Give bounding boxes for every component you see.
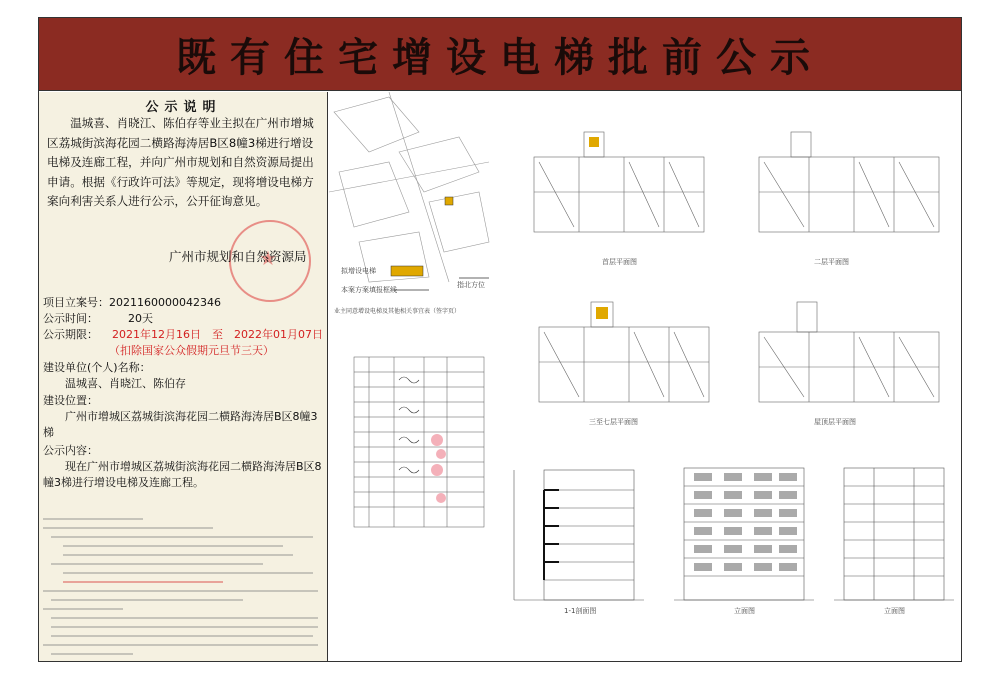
- plan-second-floor-label: 二层平面图: [814, 258, 849, 266]
- page-title: 既有住宅增设电梯批前公示: [176, 33, 824, 81]
- period-value: 2021年12月16日 至 2022年01月07日: [112, 328, 323, 341]
- plan-roof-label: 屋顶层平面图: [814, 418, 856, 426]
- duration-row: 公示时间： 20天: [43, 312, 153, 325]
- notice-body: 温城喜、肖晓江、陈伯存等业主拟在广州市增城区荔城街滨海花园二横路海涛居B区8幢3梯进行增设电梯及连廊工程，并向广州市规划和自然资源局提出申请。根据《行政许可法》等规定，现将增设电梯方案向利害关系人进行公示，公开征询意见。: [47, 116, 314, 208]
- content-label: 公示内容：: [43, 444, 98, 457]
- period-row: 公示期限： 2021年12月16日 至 2022年01月07日: [43, 328, 323, 341]
- content-value: 现在广州市增城区荔城街滨海花园二横路海涛居B区8幢3梯进行增设电梯及连廊工程。: [43, 460, 322, 489]
- period-note: （扣除国家公众假期元旦节三天）: [109, 344, 274, 357]
- elevation-a-label: 立面图: [734, 607, 755, 615]
- applicant-label: 建设单位(个人)名称：: [43, 361, 151, 374]
- project-number-row: 项目立案号：2021160000042346: [43, 296, 221, 309]
- project-number: 2021160000042346: [109, 296, 221, 309]
- applicant-value: 温城喜、肖晓江、陈伯存: [65, 377, 186, 390]
- location-value: 广州市增城区荔城街滨海花园二横路海涛居B区8幢3梯: [43, 410, 318, 439]
- outer-frame: [38, 17, 962, 662]
- legend-elevator-label: 拟增设电梯: [341, 267, 376, 275]
- issuing-organization: 广州市规划和自然资源局: [169, 249, 307, 264]
- table-title: 业主同意增设电梯及其他相关事宜表（签字页）: [334, 308, 461, 315]
- duration-value: 20天: [128, 312, 153, 325]
- section-label: 1-1剖面图: [564, 607, 597, 615]
- elevation-b-label: 立面图: [884, 607, 905, 615]
- location-label: 建设位置：: [43, 394, 98, 407]
- north-label: 指北方位: [457, 281, 485, 289]
- legend-line-label: 本案方案填报框线: [341, 286, 397, 294]
- notice-heading: 公示说明: [145, 100, 222, 115]
- plan-typical-floor-label: 三至七层平面图: [589, 418, 638, 426]
- plan-ground-floor-label: 首层平面图: [602, 258, 637, 266]
